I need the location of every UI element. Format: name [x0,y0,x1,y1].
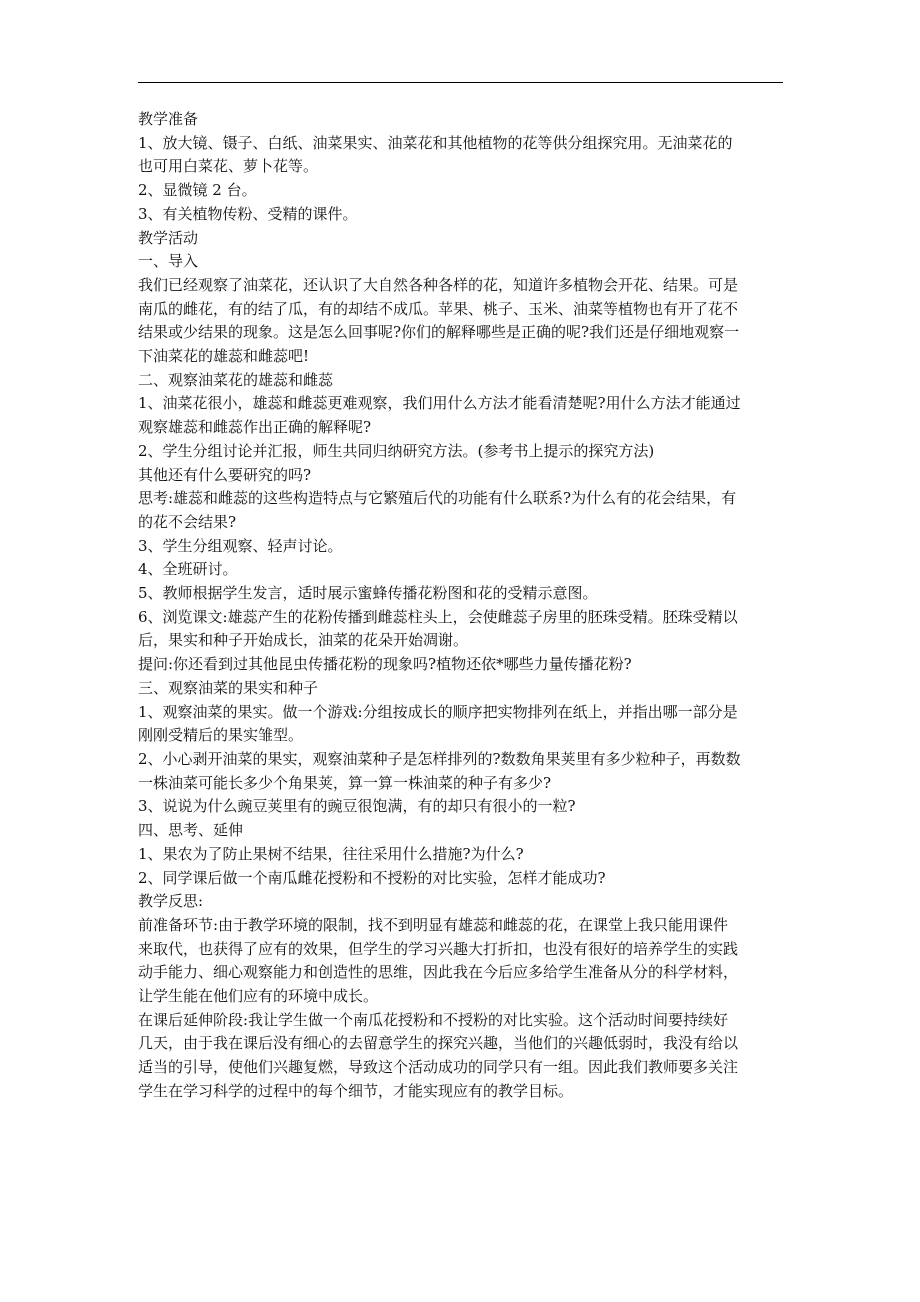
text-line: 2、显微镜 2 台。 [138,181,257,200]
text-line: 结果或少结果的现象。这是怎么回事呢?你们的解释哪些是正确的呢?我们还是仔细地观察一 [138,323,740,342]
text-line: 后，果实和种子开始成长，油菜的花朵开始凋谢。 [138,631,469,650]
text-line: 三、观察油菜的果实和种子 [138,678,319,697]
text-line: 其他还有什么要研究的吗? [138,465,312,484]
text-line: 一、导入 [138,252,199,271]
text-line: 二、观察油菜花的雄蕊和雌蕊 [138,370,334,389]
text-line: 教学活动 [138,228,199,247]
text-line: 1、观察油菜的果实。做一个游戏:分组按成长的顺序把实物排列在纸上，并指出哪一部分是 [138,702,738,721]
text-line: 来取代，也获得了应有的效果，但学生的学习兴趣大打折扣，也没有很好的培养学生的实践 [138,939,739,958]
text-line: 提问:你还看到过其他昆虫传播花粉的现象吗?植物还依*哪些力量传播花粉? [138,655,632,674]
text-line: 动手能力、细心观察能力和创造性的思维，因此我在今后应多给学生准备从分的科学材料， [138,963,739,982]
text-line: 2、同学课后做一个南瓜雌花授粉和不授粉的对比实验，怎样才能成功? [138,868,606,887]
text-line: 1、油菜花很小，雄蕊和雌蕊更难观察，我们用什么方法才能看清楚呢?用什么方法才能通过 [138,394,741,413]
text-line: 6、浏览课文:雄蕊产生的花粉传播到雌蕊柱头上，会使雌蕊子房里的胚珠受精。胚珠受精以 [138,607,738,626]
text-line: 适当的引导，使他们兴趣复燃，导致这个活动成功的同学只有一组。因此我们教师要多关注 [138,1058,739,1077]
text-line: 下油菜花的雄蕊和雌蕊吧! [138,347,310,366]
text-line: 2、小心剥开油菜的果实，观察油菜种子是怎样排列的?数数角果荚里有多少粒种子，再数数 [138,749,741,768]
text-line: 的花不会结果? [138,512,237,531]
text-line: 我们已经观察了油菜花，还认识了大自然各种各样的花，知道许多植物会开花、结果。可是 [138,275,739,294]
text-line: 一株油菜可能长多少个角果荚，算一算一株油菜的种子有多少? [138,773,552,792]
text-line: 思考:雄蕊和雌蕊的这些构造特点与它繁殖后代的功能有什么联系?为什么有的花会结果，有 [138,489,737,508]
text-line: 3、有关植物传粉、受精的课件。 [138,204,358,223]
text-line: 在课后延伸阶段:我让学生做一个南瓜花授粉和不授粉的对比实验。这个活动时间要持续好 [138,1010,729,1029]
text-line: 3、学生分组观察、轻声讨论。 [138,536,343,555]
document-body [138,108,786,1104]
text-line: 南瓜的雌花，有的结了瓜，有的却结不成瓜。苹果、桃子、玉米、油菜等植物也有开了花不 [138,299,739,318]
text-line: 几天，由于我在课后没有细心的去留意学生的探究兴趣，当他们的兴趣低弱时，我没有给以 [138,1034,739,1053]
text-line: 让学生能在他们应有的环境中成长。 [138,987,379,1006]
text-line: 观察雄蕊和雌蕊作出正确的解释呢? [138,418,372,437]
header-rule [138,82,783,83]
text-line: 学生在学习科学的过程中的每个细节，才能实现应有的教学目标。 [138,1081,574,1100]
text-line: 教学准备 [138,110,199,128]
text-line: 教学反思: [138,892,204,911]
text-line: 也可用白菜花、萝卜花等。 [138,157,319,176]
text-line: 前准备环节:由于教学环境的限制，找不到明显有雄蕊和雌蕊的花，在课堂上我只能用课件 [138,915,729,934]
text-line: 刚刚受精后的果实雏型。 [138,726,304,745]
text-line: 2、学生分组讨论并汇报，师生共同归纳研究方法。(参考书上提示的探究方法) [138,441,655,460]
text-line: 4、全班研讨。 [138,560,238,579]
text-line: 1、放大镜、镊子、白纸、油菜果实、油菜花和其他植物的花等供分组探究用。无油菜花的 [138,133,733,152]
text-line: 5、教师根据学生发言，适时展示蜜蜂传播花粉图和花的受精示意图。 [138,584,598,603]
text-line: 四、思考、延伸 [138,821,244,840]
text-line: 1、果农为了防止果树不结果，往往采用什么措施?为什么? [138,844,524,863]
text-line: 3、说说为什么豌豆荚里有的豌豆很饱满，有的却只有很小的一粒? [138,797,576,816]
